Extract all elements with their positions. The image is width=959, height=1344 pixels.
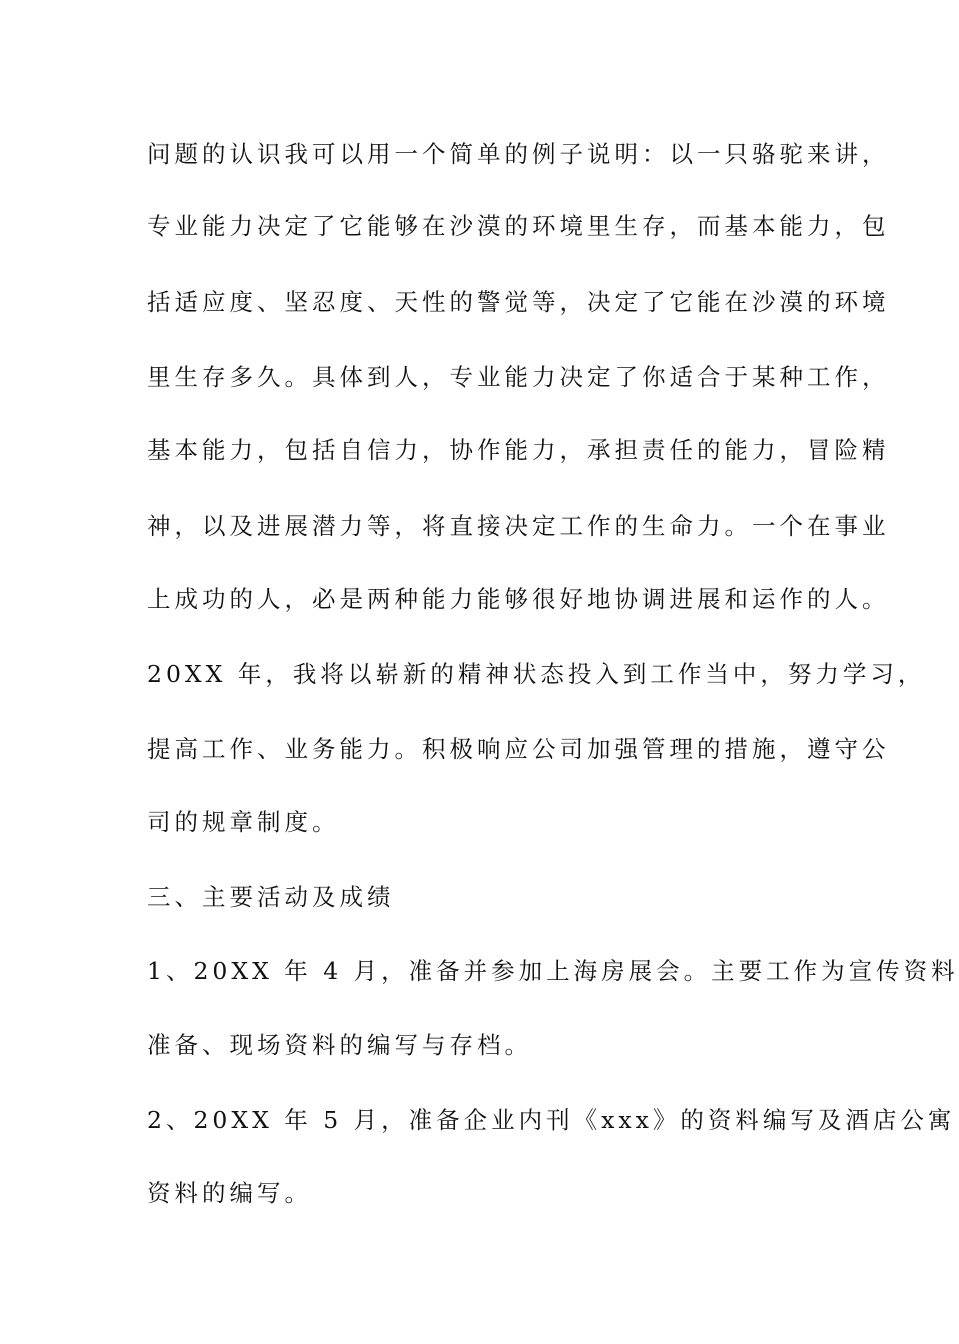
- body-text-line: 神，以及进展潜力等，将直接决定工作的生命力。一个在事业: [147, 512, 890, 540]
- body-text-line: 里生存多久。具体到人，专业能力决定了你适合于某种工作，: [147, 363, 890, 391]
- body-text-line: 司的规章制度。: [147, 808, 340, 836]
- list-item-text-line: 2、20XX 年 5 月，准备企业内刊《xxx》的资料编写及酒店公寓: [147, 1106, 956, 1134]
- body-text-line: 20XX 年，我将以崭新的精神状态投入到工作当中，努力学习，: [147, 660, 926, 688]
- body-text-line: 括适应度、坚忍度、天性的警觉等，决定了它能在沙漠的环境: [147, 288, 890, 316]
- list-item-text-line: 1、20XX 年 4 月，准备并参加上海房展会。主要工作为宣传资料: [147, 957, 959, 985]
- body-text-line: 提高工作、业务能力。积极响应公司加强管理的措施，遵守公: [147, 735, 890, 763]
- body-text-line: 上成功的人，必是两种能力能够很好地协调进展和运作的人。: [147, 585, 890, 613]
- body-text-line: 专业能力决定了它能够在沙漠的环境里生存，而基本能力，包: [147, 212, 890, 240]
- list-item-text-line: 准备、现场资料的编写与存档。: [147, 1031, 532, 1059]
- section-heading: 三、主要活动及成绩: [147, 883, 395, 911]
- list-item-text-line: 资料的编写。: [147, 1179, 312, 1207]
- body-text-line: 基本能力，包括自信力，协作能力，承担责任的能力，冒险精: [147, 436, 890, 464]
- body-text-line: 问题的认识我可以用一个简单的例子说明：以一只骆驼来讲，: [147, 140, 890, 168]
